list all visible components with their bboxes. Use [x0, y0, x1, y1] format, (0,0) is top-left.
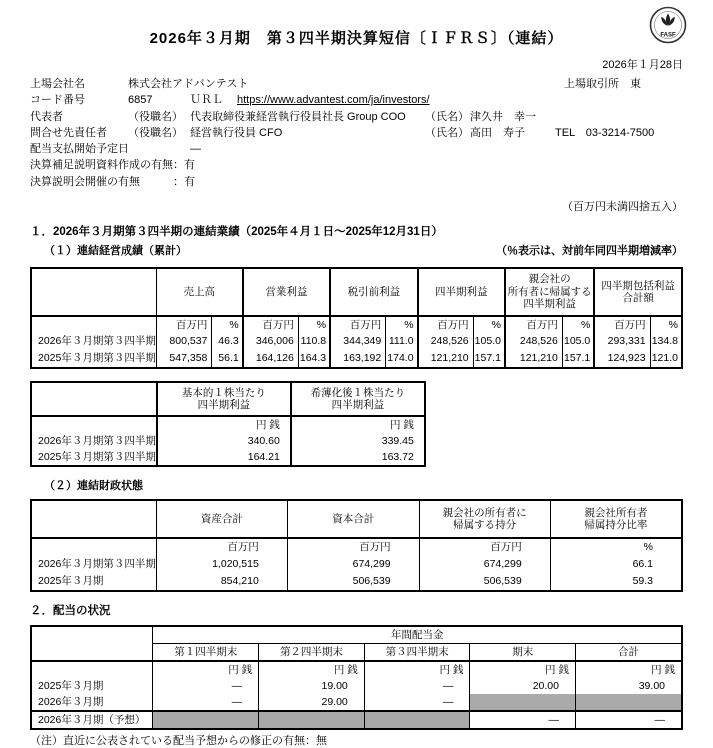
- col-header-line: 四半期包括利益: [601, 279, 675, 292]
- row-label: 2026年３月期第３四半期: [31, 433, 157, 449]
- unit-cell: %: [473, 316, 505, 333]
- col-header-operating-income: [243, 268, 330, 316]
- row-label: 2025年３月期: [31, 678, 153, 694]
- shaded-cell: [364, 711, 470, 729]
- col-header-line: 四半期利益: [331, 399, 385, 412]
- representative-title: 代表取締役兼経営執行役員社長 Group COO: [190, 110, 406, 123]
- unit-cell: %: [550, 538, 682, 556]
- col-header-line: 帰属する持分: [453, 519, 517, 532]
- contact-label: 問合せ先責任者: [30, 126, 107, 139]
- col-header-line: 資産合計: [200, 512, 243, 525]
- investors-url-link[interactable]: https://www.advantest.com/ja/investors/: [237, 94, 430, 107]
- unit-cell: 円 銭: [291, 416, 425, 433]
- value-cell: ―: [575, 711, 682, 729]
- fasf-seal-icon: [648, 5, 688, 45]
- value-cell: 854,210: [156, 573, 287, 591]
- value-cell: 293,331: [594, 333, 650, 350]
- col-header-annual-dividends: 年間配当金: [153, 626, 682, 644]
- listed-company-name: 株式会社アドバンテスト: [128, 78, 249, 90]
- company-info-block: [30, 76, 683, 190]
- col-header-line: 四半期利益: [435, 285, 488, 298]
- results-row-fy2025q3: [31, 350, 682, 368]
- pct-cell: 174.0: [386, 350, 418, 368]
- value-cell: 124,923: [594, 350, 650, 368]
- supplementary-materials-row: [30, 157, 683, 173]
- contact-title: 経営執行役員 CFO: [190, 126, 283, 139]
- empty-cell: [31, 538, 156, 556]
- value-cell: ―: [364, 694, 470, 711]
- value-cell: 248,526: [418, 333, 474, 350]
- eps-table: [30, 381, 426, 467]
- value-cell: 674,299: [287, 556, 419, 573]
- value-cell: ―: [470, 711, 576, 729]
- shaded-cell: [575, 694, 682, 711]
- section2-heading: ２．配当の状況: [30, 605, 111, 618]
- pct-cell: 110.8: [298, 333, 330, 350]
- pct-cell: 157.1: [473, 350, 505, 368]
- value-cell: 547,358: [156, 350, 212, 368]
- unit-cell: %: [562, 316, 594, 333]
- dividends-row-fy2026: [31, 694, 682, 711]
- dividends-row-fy2025: [31, 678, 682, 694]
- unit-cell: 円 銭: [259, 661, 365, 678]
- col-header-line: 営業利益: [265, 285, 308, 298]
- col-header-total: 合計: [575, 644, 682, 662]
- results-table: [30, 267, 683, 369]
- col-header-income-before-tax: [330, 268, 417, 316]
- unit-cell: 百万円: [156, 316, 212, 333]
- dividends-table: [30, 625, 683, 730]
- col-header-line: 所有者に帰属する: [507, 285, 592, 298]
- eps-units-row: [31, 416, 425, 433]
- representative-row: [30, 109, 683, 125]
- value-cell: 1,020,515: [156, 556, 287, 573]
- unit-cell: 円 銭: [575, 661, 682, 678]
- row-label: 2026年３月期: [31, 694, 153, 711]
- unit-cell: 百万円: [287, 538, 419, 556]
- url-label: ＵＲＬ: [190, 94, 223, 107]
- col-header-income-owners-parent: [505, 268, 594, 316]
- shaded-cell: [259, 711, 365, 729]
- row-label: 2025年３月期第３四半期: [31, 449, 157, 466]
- unit-cell: 百万円: [505, 316, 562, 333]
- row-label: 2026年３月期第３四半期: [31, 556, 156, 573]
- representative-title-label: （役職名）: [128, 110, 183, 123]
- contact-row: [30, 125, 683, 141]
- col-header-equity-owners-parent: [419, 500, 550, 538]
- empty-cell: [31, 661, 153, 678]
- pct-cell: 56.1: [212, 350, 243, 368]
- col-header-line: 基本的１株当たり: [181, 386, 266, 399]
- empty-cell: [31, 416, 157, 433]
- eps-header-row: [31, 382, 425, 416]
- unit-cell: 百万円: [418, 316, 474, 333]
- eps-row-fy2025q3: [31, 449, 425, 466]
- dividends-row-fy2026-forecast: [31, 711, 682, 729]
- col-header-line: 希薄化後１株当たり: [310, 386, 406, 399]
- row-label: 2025年３月期: [31, 573, 156, 591]
- col-header-line: 帰属持分比率: [584, 519, 648, 532]
- col-header-line: 税引前利益: [347, 285, 401, 298]
- value-cell: 59.3: [550, 573, 682, 591]
- page-title: 2026年３月期 第３四半期決算短信〔ＩＦＲＳ〕（連結）: [149, 30, 564, 47]
- pct-cell: 105.0: [473, 333, 505, 350]
- dividend-revision-note: （注）直近に公表されている配当予想からの修正の有無：無: [30, 735, 327, 748]
- listed-company-label: 上場会社名: [30, 78, 85, 90]
- pct-cell: 111.0: [386, 333, 418, 350]
- col-header-q2-end: 第２四半期末: [259, 644, 365, 662]
- unit-cell: %: [212, 316, 243, 333]
- fp-row-fy2026q3: [31, 556, 682, 573]
- code-label: コード番号: [30, 94, 85, 107]
- dividend-start-value: ―: [190, 143, 201, 156]
- pct-cell: 121.0: [650, 350, 682, 368]
- col-header-line: 親会社の: [528, 273, 571, 286]
- col-header-line: 合計額: [622, 292, 654, 305]
- col-header-line: 四半期利益: [523, 298, 576, 311]
- col-header-total-equity: [287, 500, 419, 538]
- col-header-total-assets: [156, 500, 287, 538]
- dividend-start-row: [30, 141, 683, 157]
- pct-cell: 164.3: [298, 350, 330, 368]
- value-cell: 121,210: [505, 350, 562, 368]
- value-cell: ―: [364, 678, 470, 694]
- col-header-line: 親会社所有者: [584, 506, 648, 519]
- value-cell: 39.00: [575, 678, 682, 694]
- unit-cell: %: [386, 316, 418, 333]
- eps-row-fy2026q3: [31, 433, 425, 449]
- stock-exchange: 上場取引所 東: [564, 78, 641, 90]
- value-cell: 340.60: [157, 433, 291, 449]
- empty-cell: [31, 316, 156, 333]
- row-label: 2026年３月期第３四半期: [31, 333, 156, 350]
- unit-cell: 円 銭: [157, 416, 291, 433]
- col-header-basic-eps: [157, 382, 291, 416]
- value-cell: 346,006: [243, 333, 299, 350]
- sub2-heading: （２）連結財政状態: [44, 480, 143, 493]
- value-cell: 163.72: [291, 449, 425, 466]
- supplementary-materials-text: 決算補足説明資料作成の有無：有: [30, 159, 195, 172]
- value-cell: 339.45: [291, 433, 425, 449]
- fasf-label: FASF: [660, 32, 676, 39]
- eps-corner-cell: [31, 382, 157, 416]
- representative-name-label: （氏名）: [425, 110, 469, 123]
- value-cell: 66.1: [550, 556, 682, 573]
- results-header-row: [31, 268, 682, 316]
- value-cell: 506,539: [419, 573, 550, 591]
- unit-cell: 百万円: [243, 316, 299, 333]
- unit-cell: 百万円: [330, 316, 386, 333]
- sub1-note: （％表示は、対前年同四半期増減率）: [496, 245, 683, 258]
- rounding-note: （百万円未満四捨五入）: [562, 201, 683, 214]
- unit-cell: 百万円: [419, 538, 550, 556]
- representative-name: 津久井 幸一: [470, 110, 536, 123]
- sub1-heading: （１）連結経営成績（累計）: [44, 245, 187, 258]
- unit-cell: 百万円: [594, 316, 650, 333]
- code-row: [30, 92, 683, 108]
- representative-label: 代表者: [30, 110, 63, 123]
- contact-name-label: （氏名）: [425, 126, 469, 139]
- value-cell: 164,126: [243, 350, 299, 368]
- value-cell: 248,526: [505, 333, 562, 350]
- value-cell: 674,299: [419, 556, 550, 573]
- fp-row-fy2025: [31, 573, 682, 591]
- fp-header-row: [31, 500, 682, 538]
- value-cell: ―: [153, 678, 259, 694]
- section1-heading: １．2026年３月期第３四半期の連結業績（2025年４月１日～2025年12月31日）: [30, 226, 443, 239]
- unit-cell: 百万円: [156, 538, 287, 556]
- pct-cell: 105.0: [562, 333, 594, 350]
- results-briefing-row: [30, 174, 683, 190]
- shaded-cell: [153, 711, 259, 729]
- value-cell: ―: [153, 694, 259, 711]
- col-header-equity-ratio: [550, 500, 682, 538]
- contact-name: 高田 寿子: [470, 126, 525, 139]
- value-cell: 20.00: [470, 678, 576, 694]
- fp-units-row: [31, 538, 682, 556]
- value-cell: 121,210: [418, 350, 474, 368]
- dividends-group-header-row: [31, 626, 682, 644]
- value-cell: 800,537: [156, 333, 212, 350]
- fasf-logo: [648, 5, 688, 45]
- row-label: 2026年３月期（予想）: [31, 711, 153, 729]
- col-header-net-sales: [156, 268, 242, 316]
- value-cell: 29.00: [259, 694, 365, 711]
- value-cell: 19.00: [259, 678, 365, 694]
- listed-company-row: [30, 76, 683, 92]
- contact-title-label: （役職名）: [128, 126, 183, 139]
- col-header-year-end: 期末: [470, 644, 576, 662]
- shaded-cell: [470, 694, 576, 711]
- unit-cell: 円 銭: [153, 661, 259, 678]
- unit-cell: 円 銭: [364, 661, 470, 678]
- row-label: 2025年３月期第３四半期: [31, 350, 156, 368]
- col-header-comprehensive-income: [594, 268, 682, 316]
- value-cell: 164.21: [157, 449, 291, 466]
- col-header-q3-end: 第３四半期末: [364, 644, 470, 662]
- value-cell: 344,349: [330, 333, 386, 350]
- pct-cell: 157.1: [562, 350, 594, 368]
- results-row-fy2026q3: [31, 333, 682, 350]
- section1-sub1-row: [30, 244, 683, 259]
- col-header-q1-end: 第１四半期末: [153, 644, 259, 662]
- col-header-quarterly-income: [418, 268, 505, 316]
- results-corner-cell: [31, 268, 156, 316]
- fp-corner-cell: [31, 500, 156, 538]
- col-header-diluted-eps: [291, 382, 425, 416]
- results-briefing-text: 決算説明会開催の有無 ：有: [30, 175, 195, 188]
- pct-cell: 46.3: [212, 333, 243, 350]
- col-header-line: 四半期利益: [197, 399, 251, 412]
- value-cell: 163,192: [330, 350, 386, 368]
- col-header-line: 売上高: [183, 285, 216, 298]
- pct-cell: 134.8: [650, 333, 682, 350]
- col-header-line: 親会社の所有者に: [442, 506, 527, 519]
- contact-tel: TEL 03-3214-7500: [555, 126, 655, 139]
- unit-cell: %: [298, 316, 330, 333]
- dividends-units-row: [31, 661, 682, 678]
- unit-cell: %: [650, 316, 682, 333]
- announcement-date: 2026年１月28日: [602, 59, 683, 71]
- financial-position-table: [30, 499, 683, 592]
- securities-code: 6857: [128, 94, 153, 107]
- dividends-corner-cell: [31, 626, 153, 661]
- dividend-start-label: 配当支払開始予定日: [30, 143, 129, 156]
- value-cell: 506,539: [287, 573, 419, 591]
- col-header-line: 資本合計: [332, 512, 375, 525]
- unit-cell: 円 銭: [470, 661, 576, 678]
- results-units-row: [31, 316, 682, 333]
